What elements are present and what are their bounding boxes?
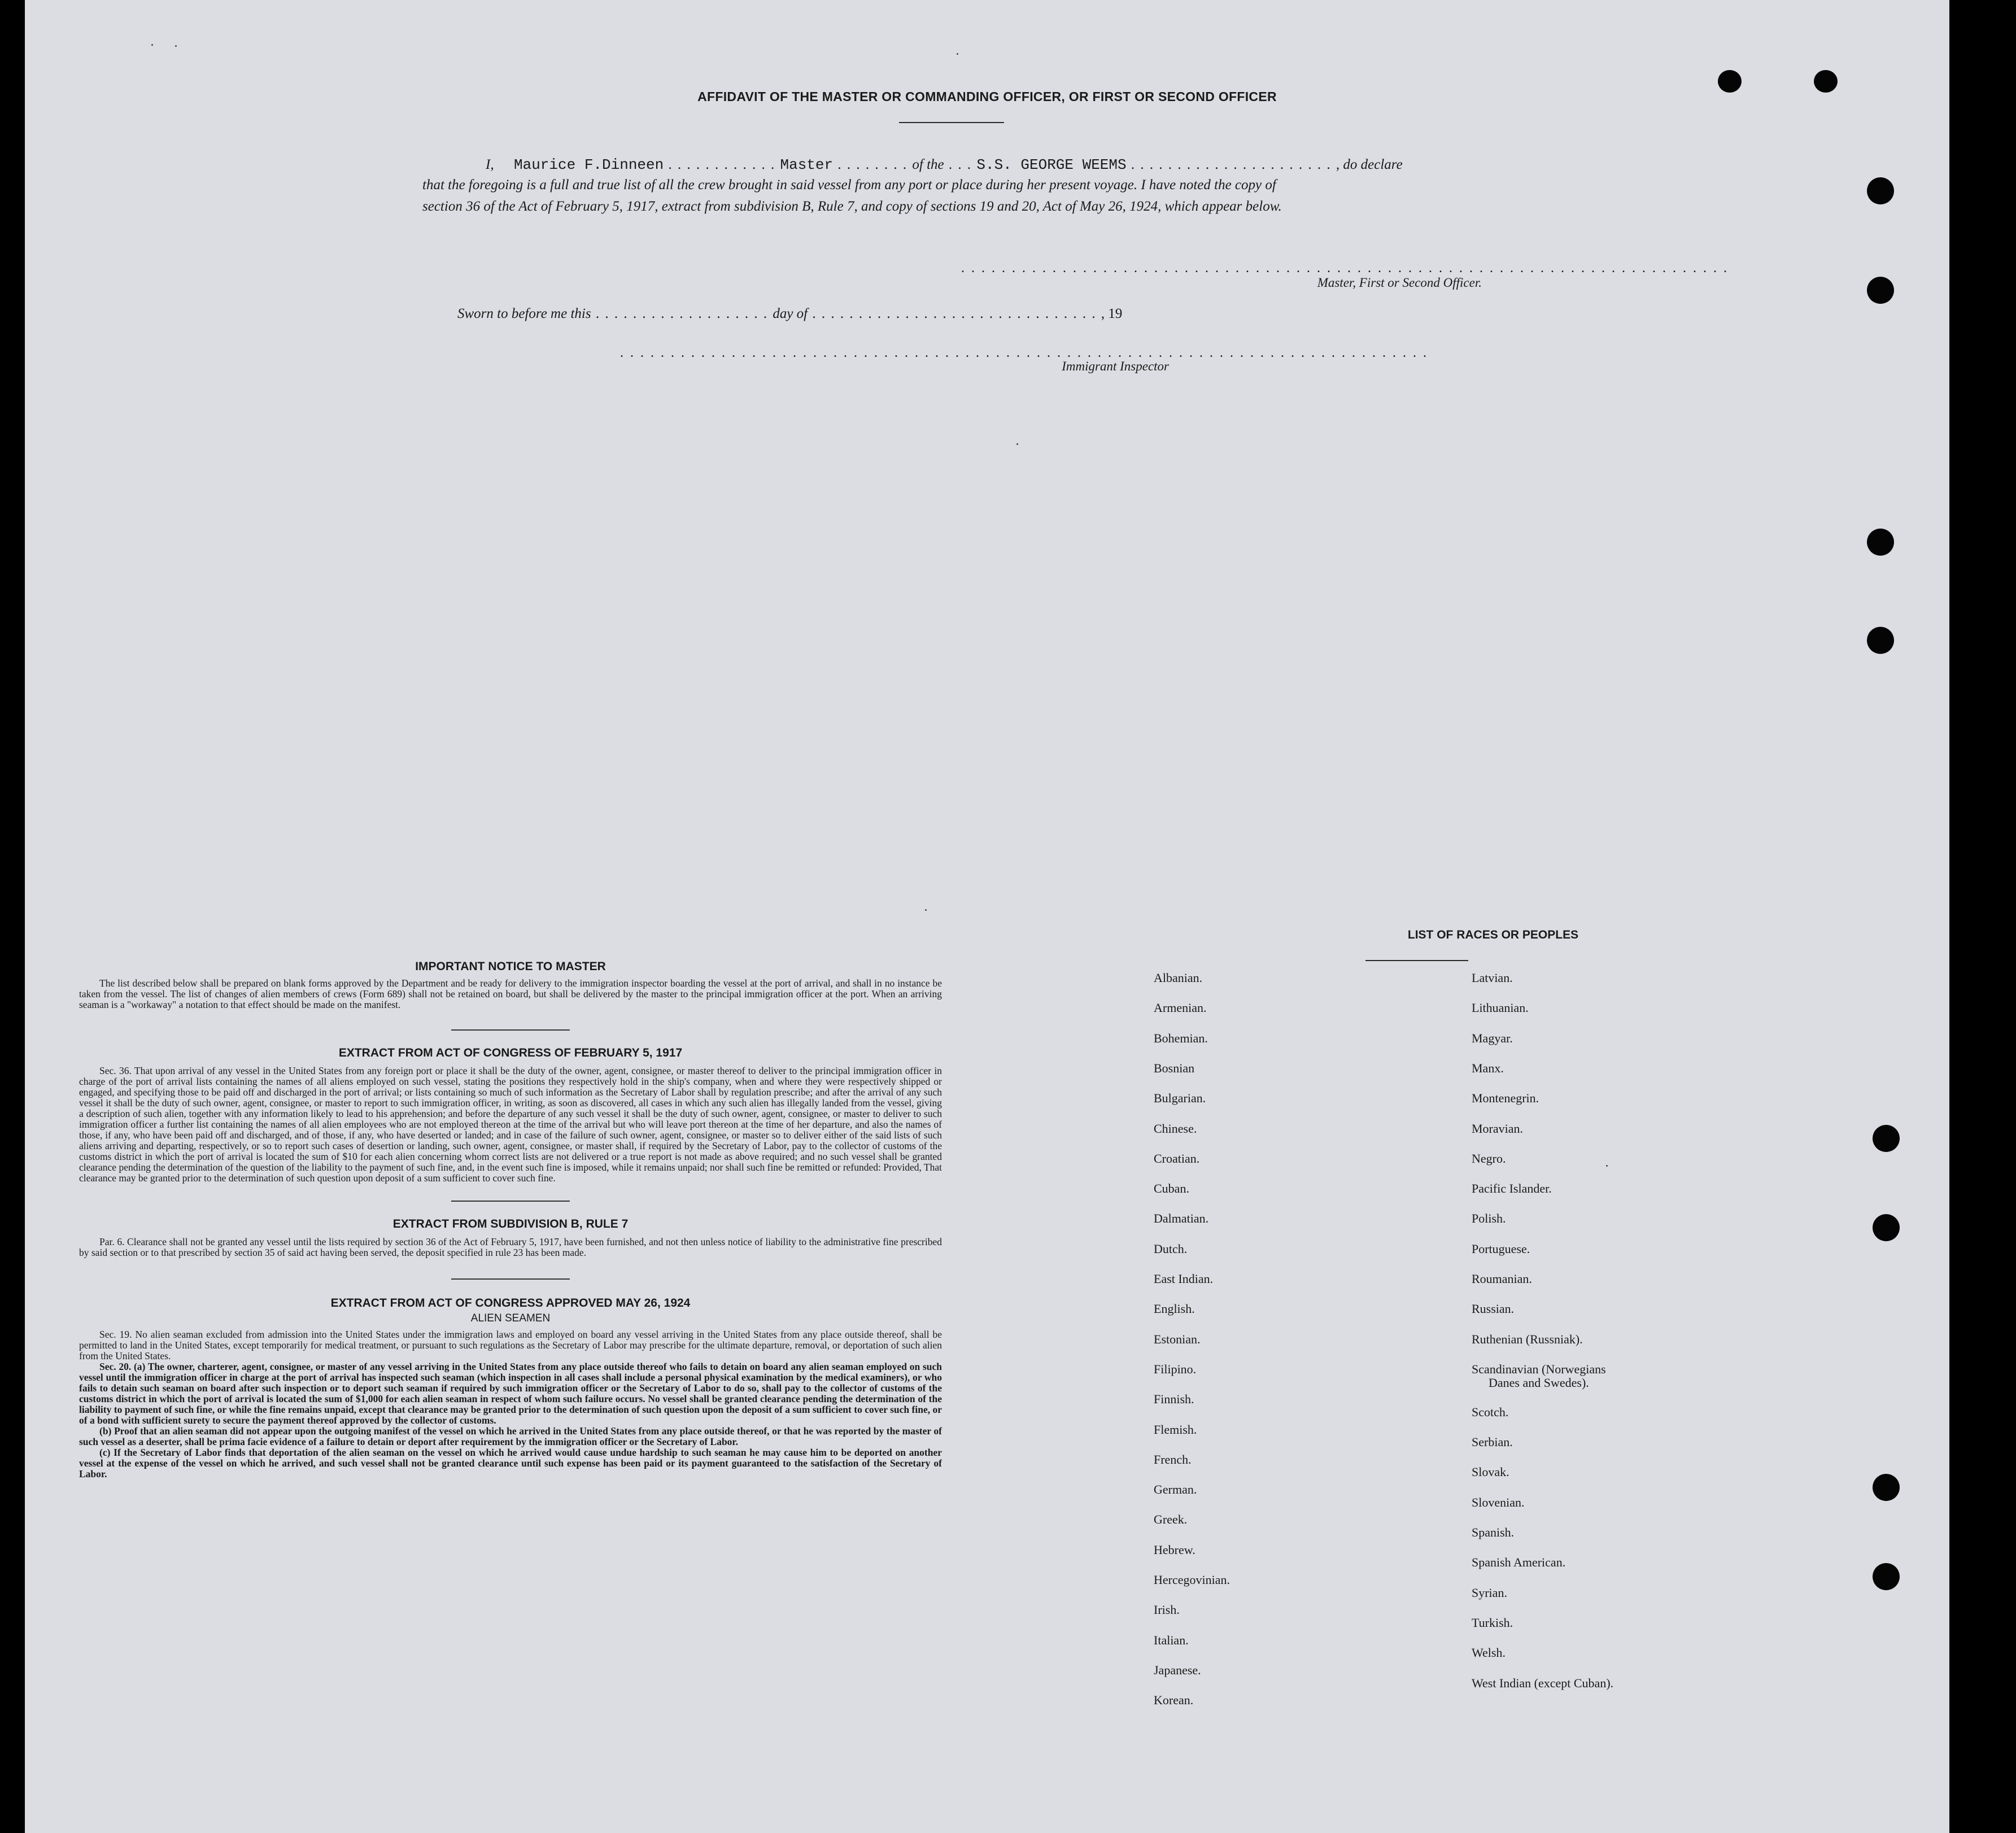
- race-item: [1472, 1272, 1532, 1286]
- affidavit-title: AFFIDAVIT OF THE MASTER OR COMMANDING OFFICER, OR FIRST OR SECOND OFFICER: [697, 89, 1277, 104]
- race-item: Korean.: [1154, 1693, 1194, 1707]
- race-item: Finnish.: [1154, 1392, 1194, 1406]
- scan-speck: [925, 909, 927, 911]
- races-left-column: [1154, 971, 1391, 1705]
- race-item: [1472, 1001, 1529, 1015]
- race-label: Turkish.: [1472, 1616, 1513, 1630]
- race-item: Flemish.: [1154, 1422, 1197, 1437]
- section-divider: [451, 1029, 570, 1031]
- notices-column: [79, 960, 942, 1480]
- race-item: [1472, 1586, 1507, 1600]
- race-item: English.: [1154, 1302, 1195, 1316]
- punch-hole: [1867, 627, 1894, 654]
- races-right-column: [1472, 971, 1709, 1705]
- extract-rule7-title: EXTRACT FROM SUBDIVISION B, RULE 7: [392, 1217, 629, 1230]
- sworn-line: [457, 306, 1122, 322]
- race-item: [1472, 971, 1513, 985]
- sec-20b-text: (b) Proof that an alien seaman did not appear upon the outgoing manifest of the vessel on which he arrived in the United States from any place outside thereof, or that he was reported by the master of such vessel as a deserter, shall be prima facie evidence of a failure to detain or deport after requirement by the immigration officer or the Secretary of Labor.: [79, 1425, 942, 1447]
- punch-hole: [1814, 70, 1838, 93]
- race-label: Latvian.: [1472, 971, 1513, 985]
- extract-1917-text: Sec. 36. That upon arrival of any vessel in the United States from any foreign port or place it shall be the duty of the owner, agent, consignee, or master thereof to deliver to the principal immigration officer in charge of the port of arrival lists containing the names of all aliens employed on such vessel, stating the positions they respectively hold in the ship's company, when and where they were respectively shipped or engaged, and specifying those to be paid off and discharged in the port of arrival; or lists containing so much of such information as the Secretary of Labor shall by regulation prescribe; and after the arrival of any such vessel it shall be the duty of such owner, agent, consignee, or master to report to such immigration officer, in writing, as soon as discovered, all cases in which any such alien has illegally landed from the vessel, giving a description of such alien, together with any information likely to lead to his apprehension; and before the departure of any such vessel it shall be the duty of such owner, agent, consignee, or master to deliver to such immigration officer a further list containing the names of all alien employees who are not employed thereon at the time of the arrival but who will leave port thereon at the time of her departure, and also the names of those, if any, who have been paid off and discharged, and of those, if any, who have deserted or landed; and in case of the failure of such owner, agent, consignee, or master so to deliver either of the said lists of such aliens arriving and departing, respectively, or so to report such cases of desertion or landing, such owner, agent, consignee, or master shall, if required by the Secretary of Labor, pay to the collector of customs of the customs district in which the port of arrival is located the sum of $10 for each alien concerning whom correct lists are not delivered or a true report is not made as above required; and no such vessel shall be granted clearance pending the determination of the question of the liability to the payment of such fine, and, in the event such fine is imposed, while it remains unpaid; nor shall such fine be remitted or refunded: Provided, That clearance may be granted prior to the determination of such question upon deposit of a sum sufficient to cover such fine.: [79, 1065, 942, 1184]
- race-item: [1472, 1496, 1525, 1509]
- scan-speck: [175, 45, 177, 47]
- do-declare-label: , do declare: [1336, 157, 1403, 172]
- notice-text: The list described below shall be prepared on blank forms approved by the Department and be ready for delivery to the immigration inspector boarding the vessel at the port of arrival, and shall in no instance be taken from the vessel. The list of changes of alien members of crews (Form 689) shall not be retained on board, but shall be delivered by the master to the principal immigration officer at the port. When an arriving seaman is a "workaway" a notation to that effect should be made on the manifest.: [79, 977, 942, 1010]
- race-label: Negro.: [1472, 1151, 1506, 1166]
- race-item: Bosnian: [1154, 1061, 1195, 1075]
- race-label: Scotch.: [1472, 1405, 1509, 1419]
- race-label: Russian.: [1472, 1302, 1515, 1316]
- race-item: Greek.: [1154, 1512, 1188, 1526]
- affidavit-line-2: that the foregoing is a full and true list of all the crew brought in said vessel from any port or place during her present voyage. I have noted the copy of: [422, 177, 1276, 193]
- race-item: [1472, 1242, 1530, 1256]
- punch-hole: [1867, 277, 1894, 304]
- race-item: Cuban.: [1154, 1181, 1189, 1195]
- race-item: Italian.: [1154, 1633, 1189, 1647]
- race-item: Hebrew.: [1154, 1543, 1195, 1557]
- scan-speck: [957, 53, 958, 55]
- inspector-caption: Immigrant Inspector: [1062, 359, 1169, 373]
- fill-dots: . . . . . . . . . . . . . . . . . . . . . . . . . . . . . . .: [808, 306, 1101, 321]
- race-item: [1472, 1363, 1606, 1390]
- scan-speck: [1016, 443, 1018, 445]
- race-item: [1472, 1406, 1508, 1419]
- section-divider: [451, 1201, 570, 1202]
- punch-hole: [1873, 1474, 1900, 1501]
- affidavit-prefix: I,: [486, 157, 494, 172]
- race-label: Syrian.: [1472, 1586, 1507, 1600]
- fill-dots: . . . . . . . . . . . . . . . . . . .: [591, 306, 773, 321]
- race-item: [1472, 1616, 1513, 1630]
- extract-rule7-text: Par. 6. Clearance shall not be granted any vessel until the lists required by section 36 of the Act of February 5, 1917, have been furnished, and not then unless notice of liability to the administrative fine prescribed by said section or to that prescribed by section 35 of said act having been served, the deposit specified in rule 23 has been made.: [79, 1236, 942, 1258]
- race-label: Moravian.: [1472, 1121, 1524, 1136]
- vessel-name-field: S.S. GEORGE WEEMS: [976, 156, 1127, 173]
- race-item: [1472, 1302, 1514, 1316]
- extract-1917-title: EXTRACT FROM ACT OF CONGRESS OF FEBRUARY 5, 1917: [338, 1046, 683, 1059]
- race-item: Dalmatian.: [1154, 1211, 1209, 1225]
- races-title: LIST OF RACES OR PEOPLES: [1407, 928, 1579, 941]
- race-label: Welsh.: [1472, 1646, 1506, 1660]
- race-label-continuation: Danes and Swedes).: [1489, 1376, 1589, 1390]
- sworn-year-label: , 19: [1101, 306, 1123, 321]
- race-item: [1472, 1092, 1539, 1105]
- race-label: Spanish.: [1472, 1525, 1515, 1539]
- punch-hole: [1867, 177, 1894, 204]
- race-item: Chinese.: [1154, 1121, 1197, 1136]
- races-divider: [1365, 960, 1468, 961]
- race-item: Croatian.: [1154, 1151, 1200, 1166]
- sworn-prefix: Sworn to before me this: [457, 306, 591, 321]
- race-label: Slovak.: [1472, 1465, 1509, 1479]
- fill-dots: . . .: [944, 157, 977, 172]
- race-item: [1472, 1212, 1506, 1225]
- affidavit-line-3: section 36 of the Act of February 5, 1917, extract from subdivision B, Rule 7, and copy of sections 19 and 20, Act of May 26, 1924, which appear below.: [422, 199, 1282, 214]
- race-item: Filipino.: [1154, 1362, 1197, 1376]
- affidavit-line-1: [422, 154, 1512, 176]
- race-item: East Indian.: [1154, 1272, 1214, 1286]
- scan-speck: [151, 44, 153, 46]
- race-label: Magyar.: [1472, 1031, 1513, 1045]
- race-item: [1472, 1122, 1523, 1136]
- master-name-field: Maurice F.Dinneen: [514, 156, 664, 173]
- race-item: Hercegovinian.: [1154, 1573, 1230, 1587]
- race-item: [1472, 1646, 1506, 1660]
- race-label: Manx.: [1472, 1061, 1504, 1075]
- race-item: Japanese.: [1154, 1663, 1201, 1677]
- race-item: Armenian.: [1154, 1001, 1207, 1015]
- notice-title: IMPORTANT NOTICE TO MASTER: [415, 960, 606, 973]
- sec-20a-text: Sec. 20. (a) The owner, charterer, agent, consignee, or master of any vessel arriving in the United States from any place outside thereof who fails to detain on board any alien seaman employed on such vessel until the immigration officer in charge at the port of arrival has inspected such seaman (which inspection in all cases shall include a personal physical examination by the medical examiners), or who fails to detain such seaman on board after such inspection or to deport such seaman if required by such immigration officer or the Secretary of Labor to do so, shall pay to the collector of customs of the customs district in which the port of arrival is located the sum of $1,000 for each alien seaman in respect of whom such failure occurs. No vessel shall be granted clearance pending the determination of the liability to payment of such fine, or while the fine remains unpaid, except that clearance may be granted prior to the determination of such question upon the deposit of a sum sufficient to cover such fine, or of a bond with sufficient surety to secure the payment thereof approved by the collector of customs.: [79, 1361, 942, 1426]
- race-item: Dutch.: [1154, 1242, 1188, 1256]
- race-label: Roumanian.: [1472, 1272, 1532, 1286]
- scan-speck: [1606, 1165, 1608, 1167]
- extract-1924-subtitle: ALIEN SEAMEN: [470, 1312, 551, 1324]
- race-item: [1472, 1152, 1506, 1166]
- punch-hole: [1873, 1214, 1900, 1241]
- race-item: Bohemian.: [1154, 1031, 1208, 1045]
- master-signature-caption: Master, First or Second Officer.: [1317, 276, 1482, 290]
- race-item: German.: [1154, 1482, 1197, 1496]
- master-signature-line: . . . . . . . . . . . . . . . . . . . . . . . . . . . . . . . . . . . . . . . . . . . . . . . . . . . . . . . . . . . . . . . . . . . . . . . . . . . .: [961, 261, 1729, 276]
- race-item: Albanian.: [1154, 971, 1203, 985]
- fill-dots: . . . . . . . . . . . . . . . . . . . . . .: [1126, 157, 1336, 172]
- race-item: French.: [1154, 1452, 1192, 1467]
- race-label: West Indian (except Cuban).: [1472, 1676, 1614, 1690]
- race-label: Lithuanian.: [1472, 1001, 1529, 1015]
- race-item: [1472, 1032, 1513, 1045]
- sec-20c-text: (c) If the Secretary of Labor finds that deportation of the alien seaman on the vessel on which he arrived would cause undue hardship to such seaman he may cause him to be deported on another vessel at the expense of the vessel on which he arrived, and such vessel shall not be granted clearance until such expense has been paid or its payment guaranteed to the satisfaction of the Secretary of Labor.: [79, 1447, 942, 1480]
- race-label: Spanish American.: [1472, 1555, 1566, 1569]
- inspector-signature-line: . . . . . . . . . . . . . . . . . . . . . . . . . . . . . . . . . . . . . . . . . . . . . . . . . . . . . . . . . . . . . . . . . . . . . . . . . . . . . . . .: [620, 346, 1428, 360]
- punch-hole: [1873, 1125, 1900, 1152]
- sworn-day-label: day of: [773, 306, 808, 321]
- race-label: Portuguese.: [1472, 1242, 1530, 1256]
- race-item: [1472, 1062, 1504, 1075]
- punch-hole: [1867, 529, 1894, 556]
- race-item: [1472, 1435, 1513, 1449]
- punch-hole: [1718, 70, 1742, 93]
- title-divider: [899, 122, 1004, 123]
- race-item: Irish.: [1154, 1603, 1180, 1617]
- affidavit-declaration: [422, 154, 1512, 218]
- race-item: [1472, 1526, 1514, 1539]
- sec-19-text: Sec. 19. No alien seaman excluded from admission into the United States under the immigration laws and employed on board any vessel arriving in the United States from any place outside thereof, shall be permitted to land in the United States, except temporarily for medical treatment, or pursuant to such regulations as the Secretary of Labor may prescribe for the ultimate departure, removal, or deportation of such alien from the United States.: [79, 1329, 942, 1361]
- section-divider: [451, 1278, 570, 1280]
- race-item: [1472, 1556, 1565, 1569]
- race-label: Ruthenian (Russniak).: [1472, 1332, 1583, 1346]
- document-page: [25, 0, 1949, 1833]
- fill-dots: . . . . . . . .: [833, 157, 913, 172]
- race-label: Slovenian.: [1472, 1495, 1525, 1509]
- race-label: Pacific Islander.: [1472, 1181, 1552, 1195]
- race-item: [1472, 1182, 1552, 1195]
- race-label: Scandinavian (Norwegians: [1472, 1362, 1606, 1376]
- race-label: Serbian.: [1472, 1435, 1513, 1449]
- rank-field: Master: [780, 156, 834, 173]
- race-label: Polish.: [1472, 1211, 1506, 1225]
- race-item: [1472, 1333, 1583, 1346]
- race-item: Bulgarian.: [1154, 1091, 1206, 1105]
- race-item: [1472, 1465, 1509, 1479]
- extract-1924-title: EXTRACT FROM ACT OF CONGRESS APPROVED MAY 26, 1924: [330, 1297, 691, 1310]
- race-label: Montenegrin.: [1472, 1091, 1539, 1105]
- of-the-label: of the: [912, 157, 944, 172]
- punch-hole: [1873, 1563, 1900, 1590]
- fill-dots: . . . . . . . . . . . .: [664, 157, 780, 172]
- race-item: Estonian.: [1154, 1332, 1201, 1346]
- race-item: [1472, 1677, 1613, 1690]
